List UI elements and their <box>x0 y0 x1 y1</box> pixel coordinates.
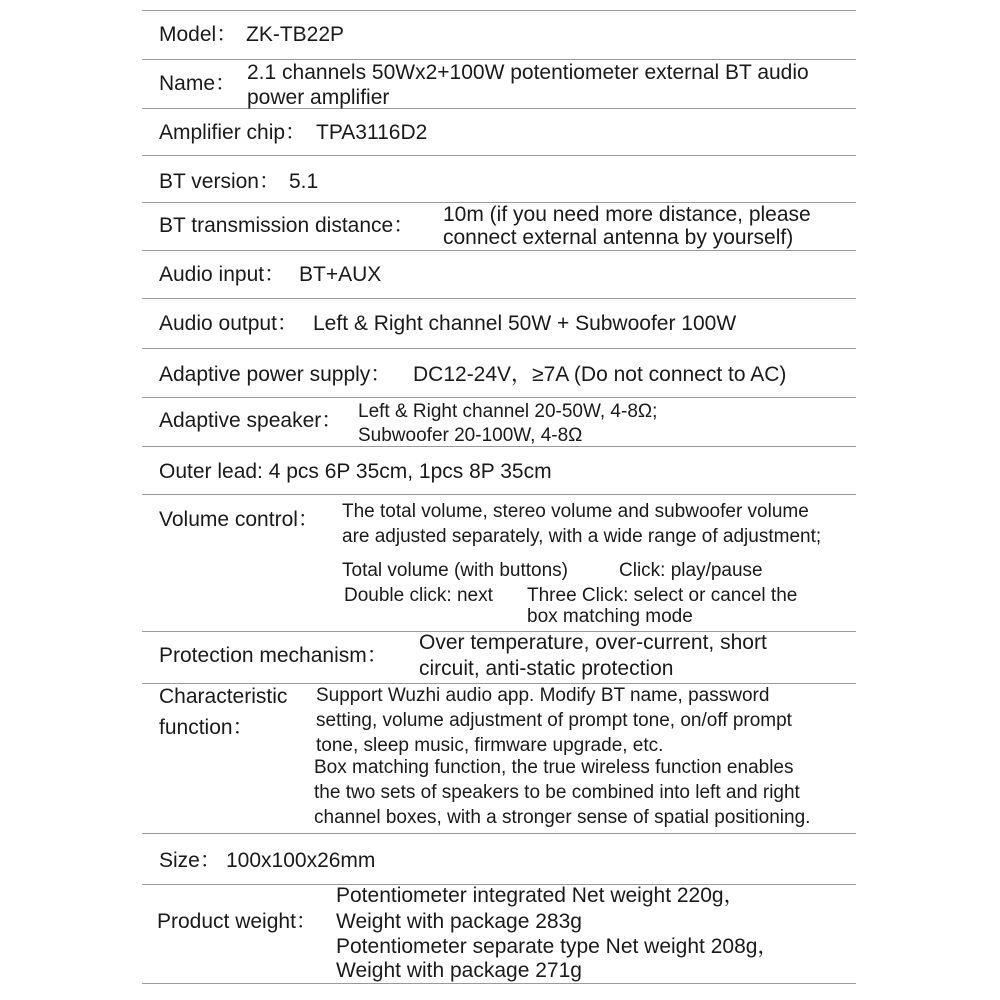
volume-control-double-click: Double click: next <box>344 585 493 606</box>
characteristic-label-line1: Characteristic <box>159 685 288 708</box>
bt-version-value: 5.1 <box>289 170 319 193</box>
volume-control-label: Volume control： <box>159 508 319 531</box>
bt-distance-value-line1: 10m (if you need more distance, please <box>443 203 811 226</box>
characteristic-line: Support Wuzhi audio app. Modify BT name, password <box>316 685 770 706</box>
size-label: Size： <box>159 849 221 872</box>
characteristic-line: the two sets of speakers to be combined into left and right <box>314 782 800 803</box>
audio-input-value: BT+AUX <box>299 263 382 286</box>
weight-line: Weight with package 271g <box>336 959 582 982</box>
bt-distance-label: BT transmission distance： <box>159 214 415 237</box>
volume-control-click: Click: play/pause <box>619 560 763 581</box>
characteristic-line: setting, volume adjustment of prompt tone, on/off prompt <box>316 710 792 731</box>
row-divider <box>142 348 856 349</box>
row-divider <box>142 494 856 495</box>
weight-line: Potentiometer separate type Net weight 208g， <box>336 935 779 958</box>
name-value-line1: 2.1 channels 50Wx2+100W potentiometer external BT audio <box>247 61 809 84</box>
audio-input-label: Audio input： <box>159 263 286 286</box>
protection-value-line2: circuit, anti-static protection <box>419 657 674 680</box>
row-divider <box>142 250 856 251</box>
protection-value-line1: Over temperature, over-current, short <box>419 631 767 654</box>
protection-label: Protection mechanism： <box>159 644 388 667</box>
model-value: ZK-TB22P <box>246 23 345 46</box>
characteristic-label-line2: function： <box>159 716 254 739</box>
bt-distance-value-line2: connect external antenna by yourself) <box>443 226 794 249</box>
volume-control-three-click-line2: box matching mode <box>527 606 693 627</box>
characteristic-line: channel boxes, with a stronger sense of spatial positioning. <box>314 807 811 828</box>
power-supply-label: Adaptive power supply： <box>159 363 392 386</box>
row-divider <box>142 397 856 398</box>
name-label: Name： <box>159 72 237 95</box>
weight-label: Product weight： <box>157 910 317 933</box>
row-divider <box>142 59 856 60</box>
volume-control-three-click-line1: Three Click: select or cancel the <box>527 585 798 606</box>
weight-line: Potentiometer integrated Net weight 220g， <box>336 884 745 907</box>
amplifier-chip-value: TPA3116D2 <box>316 121 428 144</box>
row-divider <box>142 983 856 984</box>
model-label: Model： <box>159 23 238 46</box>
characteristic-line: Box matching function, the true wireless function enables <box>314 757 794 778</box>
weight-line: Weight with package 283g <box>336 910 582 933</box>
row-divider <box>142 833 856 834</box>
amplifier-chip-label: Amplifier chip： <box>159 121 307 144</box>
volume-control-line2: are adjusted separately, with a wide range of adjustment; <box>342 526 822 547</box>
row-divider <box>142 10 856 11</box>
row-divider <box>142 155 856 156</box>
name-value-line2: power amplifier <box>247 86 390 109</box>
volume-control-total: Total volume (with buttons) <box>342 560 568 581</box>
characteristic-line: tone, sleep music, firmware upgrade, etc. <box>316 735 664 756</box>
outer-lead-text: Outer lead: 4 pcs 6P 35cm, 1pcs 8P 35cm <box>159 460 552 483</box>
speaker-value-line2: Subwoofer 20-100W, 4-8Ω <box>358 425 583 446</box>
speaker-label: Adaptive speaker： <box>159 409 343 432</box>
power-supply-value: DC12-24V，≥7A (Do not connect to AC) <box>413 363 787 386</box>
speaker-value-line1: Left & Right channel 20-50W, 4-8Ω; <box>358 401 658 422</box>
audio-output-label: Audio output： <box>159 312 298 335</box>
audio-output-value: Left & Right channel 50W + Subwoofer 100W <box>313 312 737 335</box>
bt-version-label: BT version： <box>159 170 280 193</box>
size-value: 100x100x26mm <box>226 849 376 872</box>
volume-control-line1: The total volume, stereo volume and subwoofer volume <box>342 501 809 522</box>
row-divider <box>142 298 856 299</box>
